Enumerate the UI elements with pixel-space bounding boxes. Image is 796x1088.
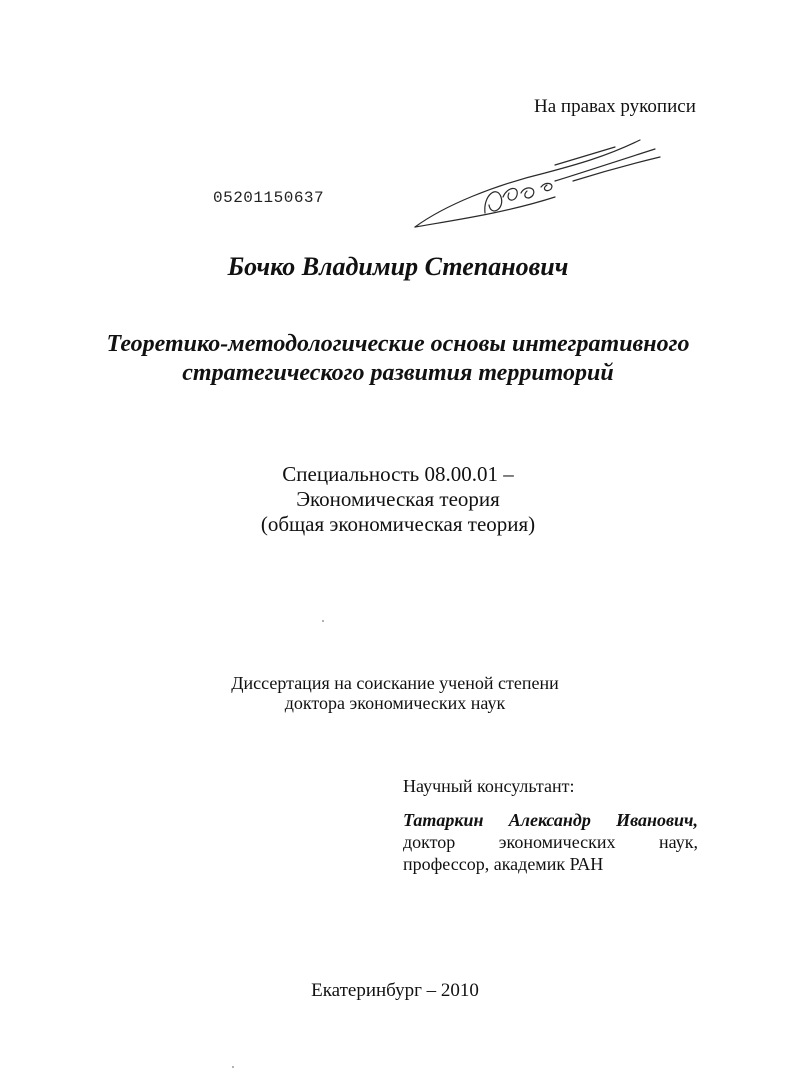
title-line-2: стратегического развития территорий [182, 360, 614, 386]
speciality-block [0, 462, 796, 537]
author-name: Бочко Владимир Степанович [227, 252, 569, 281]
dissertation-purpose: Диссертация на соискание ученой степени [231, 673, 559, 693]
rights-reserved-label: На правах рукописи [534, 96, 696, 117]
consultant-degree: доктор экономических наук, [403, 832, 698, 852]
consultant-name: Татаркин Александр Иванович, [403, 810, 698, 830]
consultant-block [403, 775, 698, 875]
signature-icon [405, 135, 665, 245]
consultant-rank: профессор, академик РАН [403, 854, 604, 874]
scan-speck [322, 620, 324, 622]
dissertation-title [0, 330, 796, 388]
dissertation-degree-block [0, 673, 790, 713]
library-stamp-number: 05201150637 [213, 189, 325, 207]
speciality-subname: (общая экономическая теория) [260, 512, 536, 536]
city-year: Екатеринбург – 2010 [311, 980, 479, 1001]
title-line-1: Теоретико-методологические основы интегративного [106, 331, 690, 357]
scan-speck-bottom [232, 1066, 234, 1068]
speciality-name: Экономическая теория [296, 487, 500, 511]
dissertation-degree: доктора экономических наук [284, 693, 506, 713]
speciality-code: Специальность 08.00.01 – [282, 462, 514, 486]
consultant-label: Научный консультант: [403, 776, 575, 796]
